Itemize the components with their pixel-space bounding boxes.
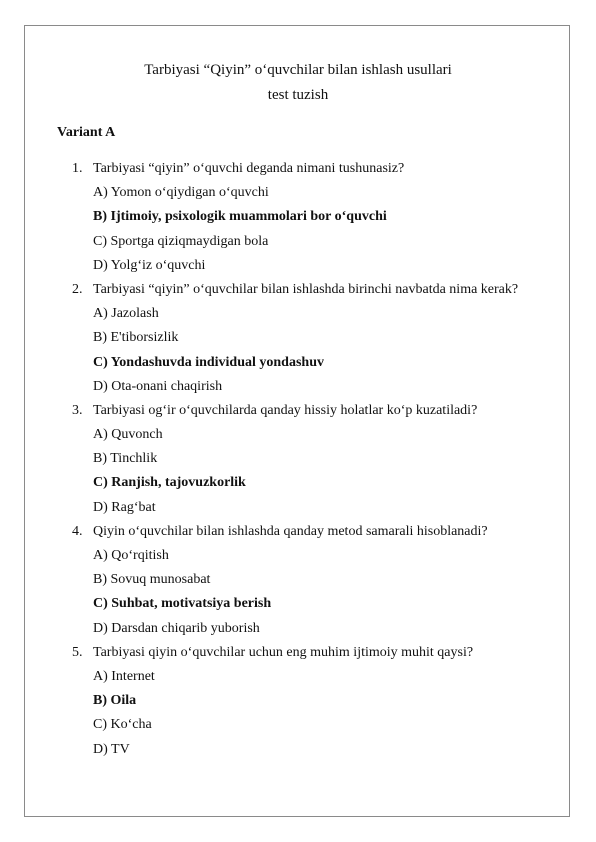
- correct-option-text: C) Yondashuvda individual yondashuv: [93, 354, 324, 370]
- question-number: 4.: [72, 523, 83, 539]
- answer-option: [0, 208, 596, 232]
- answer-option: [0, 741, 596, 765]
- question-item: [0, 402, 596, 426]
- answer-option: [0, 668, 596, 692]
- correct-option-text: B) Ijtimoiy, psixologik muammolari bor o‘quvchi: [93, 209, 387, 225]
- answer-option: [0, 257, 596, 281]
- answer-option: [0, 595, 596, 619]
- answer-option: [0, 499, 596, 523]
- option-text: C) Sportga qiziqmaydigan bola: [93, 233, 269, 249]
- variant-heading: Variant A: [57, 125, 116, 140]
- answer-option: [0, 474, 596, 498]
- answer-option: [0, 305, 596, 329]
- option-text: C) Ko‘cha: [93, 717, 152, 733]
- question-number: 3.: [72, 402, 83, 418]
- answer-option: [0, 354, 596, 378]
- option-text: A) Yomon o‘qiydigan o‘quvchi: [93, 185, 269, 201]
- question-text: Tarbiyasi “qiyin” o‘quvchilar bilan ishlashda birinchi navbatda nima kerak?: [93, 281, 519, 297]
- option-text: D) TV: [93, 741, 130, 757]
- question-number: 5.: [72, 644, 83, 660]
- question-text: Tarbiyasi qiyin o‘quvchilar uchun eng muhim ijtimoiy muhit qaysi?: [93, 644, 474, 660]
- answer-option: [0, 329, 596, 353]
- option-text: B) Sovuq munosabat: [93, 572, 211, 588]
- question-item: [0, 281, 596, 305]
- answer-option: [0, 692, 596, 716]
- answer-option: [0, 184, 596, 208]
- document-title: Tarbiyasi “Qiyin” o‘quvchilar bilan ishlash usullari: [144, 62, 452, 78]
- option-text: A) Internet: [93, 668, 155, 684]
- option-text: D) Darsdan chiqarib yuborish: [93, 620, 260, 636]
- option-text: A) Jazolash: [93, 306, 159, 322]
- answer-option: [0, 233, 596, 257]
- option-text: B) E'tiborsizlik: [93, 330, 179, 346]
- answer-option: [0, 426, 596, 450]
- answer-option: [0, 571, 596, 595]
- option-text: D) Rag‘bat: [93, 499, 156, 515]
- answer-option: [0, 378, 596, 402]
- answer-option: [0, 547, 596, 571]
- option-text: A) Qo‘rqitish: [93, 548, 169, 563]
- correct-option-text: C) Suhbat, motivatsiya berish: [93, 596, 272, 612]
- question-number: 2.: [72, 281, 83, 297]
- question-item: [0, 160, 596, 184]
- option-text: B) Tinchlik: [93, 451, 158, 467]
- correct-option-text: C) Ranjish, tajovuzkorlik: [93, 475, 246, 491]
- document-subtitle: test tuzish: [267, 87, 329, 103]
- answer-option: [0, 716, 596, 740]
- question-number: 1.: [72, 161, 83, 176]
- question-text: Qiyin o‘quvchilar bilan ishlashda qanday metod samarali hisoblanadi?: [93, 523, 488, 539]
- answer-option: [0, 450, 596, 474]
- correct-option-text: B) Oila: [93, 693, 137, 709]
- question-text: Tarbiyasi “qiyin” o‘quvchi deganda nimani tushunasiz?: [93, 161, 405, 176]
- answer-option: [0, 620, 596, 644]
- question-item: [0, 523, 596, 547]
- question-list: [0, 160, 596, 765]
- question-item: [0, 644, 596, 668]
- option-text: D) Ota-onani chaqirish: [93, 378, 223, 394]
- option-text: A) Quvonch: [93, 427, 163, 443]
- option-text: D) Yolg‘iz o‘quvchi: [93, 257, 206, 273]
- question-text: Tarbiyasi og‘ir o‘quvchilarda qanday hissiy holatlar ko‘p kuzatiladi?: [93, 402, 478, 418]
